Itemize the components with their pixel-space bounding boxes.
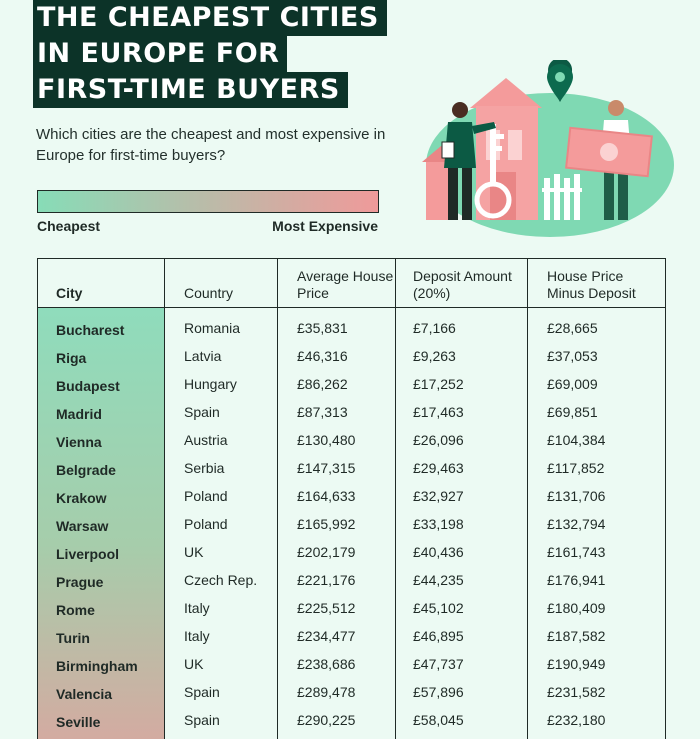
deposit-cell: £17,463 [413, 404, 464, 420]
header-country: Country [184, 285, 234, 301]
title-line-2: IN EUROPE FOR [33, 36, 287, 72]
city-cell: Prague [56, 574, 104, 590]
city-cell: Madrid [56, 406, 102, 422]
average-price-cell: £147,315 [297, 460, 356, 476]
country-cell: Poland [184, 488, 228, 504]
average-price-cell: £238,686 [297, 656, 356, 672]
country-cell: Austria [184, 432, 228, 448]
header-divider [38, 307, 665, 308]
city-cell: Krakow [56, 490, 107, 506]
minus-deposit-cell: £117,852 [547, 460, 605, 476]
title-line-3: FIRST-TIME BUYERS [33, 72, 348, 108]
deposit-cell: £46,895 [413, 628, 464, 644]
table-row [38, 539, 665, 567]
table-row [38, 427, 665, 455]
minus-deposit-cell: £37,053 [547, 348, 598, 364]
city-cell: Budapest [56, 378, 120, 394]
minus-deposit-cell: £231,582 [547, 684, 606, 700]
minus-deposit-cell: £132,794 [547, 516, 606, 532]
average-price-cell: £87,313 [297, 404, 348, 420]
minus-deposit-cell: £187,582 [547, 628, 606, 644]
price-table [37, 258, 666, 739]
table-row [38, 511, 665, 539]
table-row [38, 343, 665, 371]
minus-deposit-cell: £176,941 [547, 572, 606, 588]
table-row [38, 679, 665, 707]
average-price-cell: £86,262 [297, 376, 348, 392]
title-block [33, 0, 387, 108]
house-buyers-illustration [418, 60, 680, 240]
city-cell: Bucharest [56, 322, 125, 338]
average-price-cell: £164,633 [297, 488, 356, 504]
deposit-cell: £7,166 [413, 320, 456, 336]
city-cell: Seville [56, 714, 101, 730]
table-row [38, 567, 665, 595]
table-row [38, 707, 665, 735]
average-price-cell: £225,512 [297, 600, 356, 616]
legend-gradient-bar [37, 190, 379, 213]
city-cell: Vienna [56, 434, 102, 450]
minus-deposit-cell: £161,743 [547, 544, 606, 560]
legend-cheapest-label: Cheapest [37, 218, 101, 234]
banknote-icon [566, 128, 652, 176]
city-cell: Valencia [56, 686, 113, 702]
deposit-cell: £57,896 [413, 684, 464, 700]
minus-deposit-cell: £190,949 [547, 656, 606, 672]
header-minus-deposit: House Price Minus Deposit [547, 268, 636, 301]
average-price-cell: £130,480 [297, 432, 356, 448]
country-cell: Latvia [184, 348, 222, 364]
minus-deposit-cell: £232,180 [547, 712, 606, 728]
minus-deposit-cell: £69,851 [547, 404, 598, 420]
city-cell: Birmingham [56, 658, 138, 674]
country-cell: Spain [184, 712, 220, 728]
country-cell: Italy [184, 600, 210, 616]
deposit-cell: £58,045 [413, 712, 464, 728]
city-cell: Rome [56, 602, 95, 618]
country-cell: UK [184, 656, 204, 672]
country-cell: Hungary [184, 376, 237, 392]
table-row [38, 623, 665, 651]
deposit-cell: £40,436 [413, 544, 464, 560]
average-price-cell: £202,179 [297, 544, 356, 560]
city-cell: Riga [56, 350, 87, 366]
country-cell: UK [184, 544, 204, 560]
country-cell: Spain [184, 404, 220, 420]
title-line-1: THE CHEAPEST CITIES [33, 0, 387, 36]
table-row [38, 651, 665, 679]
header-average-price: Average House Price [297, 268, 394, 301]
table-row [38, 455, 665, 483]
city-cell: Turin [56, 630, 90, 646]
average-price-cell: £221,176 [297, 572, 356, 588]
house-icon [422, 78, 542, 220]
table-row [38, 371, 665, 399]
average-price-cell: £46,316 [297, 348, 348, 364]
table-row [38, 399, 665, 427]
average-price-cell: £35,831 [297, 320, 348, 336]
legend-expensive-label: Most Expensive [272, 218, 378, 234]
deposit-cell: £33,198 [413, 516, 464, 532]
deposit-cell: £45,102 [413, 600, 464, 616]
average-price-cell: £289,478 [297, 684, 356, 700]
country-cell: Poland [184, 516, 228, 532]
average-price-cell: £234,477 [297, 628, 356, 644]
minus-deposit-cell: £180,409 [547, 600, 606, 616]
subtitle: Which cities are the cheapest and most expensive in Europe for first-time buyers? [36, 126, 386, 164]
country-cell: Spain [184, 684, 220, 700]
deposit-cell: £47,737 [413, 656, 464, 672]
table-row [38, 483, 665, 511]
city-cell: Warsaw [56, 518, 109, 534]
table-row [38, 595, 665, 623]
deposit-cell: £26,096 [413, 432, 464, 448]
deposit-cell: £9,263 [413, 348, 456, 364]
minus-deposit-cell: £28,665 [547, 320, 598, 336]
country-cell: Serbia [184, 460, 225, 476]
deposit-cell: £17,252 [413, 376, 464, 392]
deposit-cell: £29,463 [413, 460, 464, 476]
country-cell: Romania [184, 320, 241, 336]
minus-deposit-cell: £131,706 [547, 488, 606, 504]
country-cell: Italy [184, 628, 210, 644]
deposit-cell: £32,927 [413, 488, 464, 504]
city-cell: Belgrade [56, 462, 116, 478]
table-row [38, 315, 665, 343]
minus-deposit-cell: £69,009 [547, 376, 598, 392]
country-cell: Czech Rep. [184, 572, 258, 588]
header-deposit: Deposit Amount (20%) [413, 268, 512, 301]
average-price-cell: £290,225 [297, 712, 356, 728]
minus-deposit-cell: £104,384 [547, 432, 606, 448]
header-city: City [56, 285, 83, 301]
average-price-cell: £165,992 [297, 516, 356, 532]
city-cell: Liverpool [56, 546, 120, 562]
deposit-cell: £44,235 [413, 572, 464, 588]
